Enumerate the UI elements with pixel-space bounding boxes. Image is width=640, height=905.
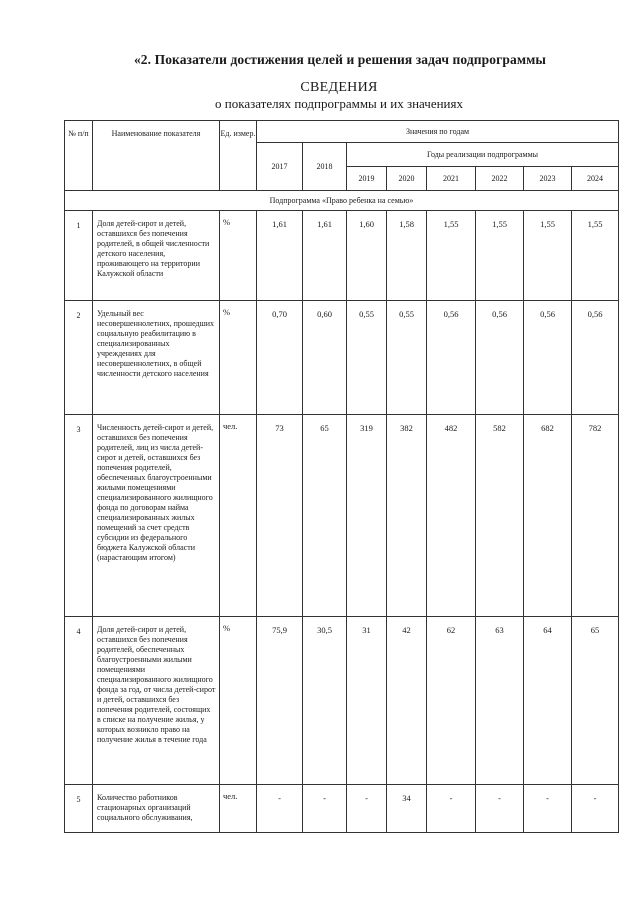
section-heading — [0, 52, 640, 68]
row-name: Численность детей-сирот и детей, оставшихся без попечения родителей, лиц из числа детей-сирот и детей, оставшихся без попечения родителей, обеспеченных благоустроенными жилыми помещениями специализированного жилищного фонда по договорам найма специализированных жилых помещений за счет средств субсидии из федерального бюджета Калужской области (нарастающим итогом) — [93, 415, 220, 617]
table-row — [65, 211, 619, 301]
row-value: - — [427, 785, 476, 833]
row-value: 0,56 — [427, 301, 476, 415]
row-unit: чел. — [220, 785, 257, 833]
row-value: 1,58 — [387, 211, 427, 301]
row-value: - — [303, 785, 347, 833]
row-value: - — [572, 785, 619, 833]
row-value: 1,55 — [427, 211, 476, 301]
row-value: 65 — [572, 617, 619, 785]
row-num: 5 — [65, 785, 93, 833]
row-name: Удельный вес несовершеннолетних, прошедших социальную реабилитацию в специализированных учреждениях для несовершеннолетних, в общей численности детского населения — [93, 301, 220, 415]
row-value: 582 — [476, 415, 524, 617]
row-value: 1,60 — [347, 211, 387, 301]
row-name: Количество работников стационарных организаций социального обслуживания, — [93, 785, 220, 833]
row-value: 0,70 — [257, 301, 303, 415]
table-row — [65, 785, 619, 833]
row-name: Доля детей-сирот и детей, оставшихся без попечения родителей, обеспеченных благоустроенными жилыми помещениями специализированного жилищного фонда за год, от числа детей-сирот и детей, оставшихся без попечения родителей, состоящих в списке на получение жилья, у которых возникло право на получение жилья в течение года — [93, 617, 220, 785]
row-value: 0,56 — [572, 301, 619, 415]
indicators-table — [64, 120, 619, 833]
row-value: - — [524, 785, 572, 833]
row-value: 1,55 — [476, 211, 524, 301]
header-year-2024: 2024 — [572, 167, 619, 191]
row-value: - — [476, 785, 524, 833]
section-heading-text: «2. Показатели достижения целей и решения задач подпрограммы — [133, 52, 547, 67]
header-name: Наименование показателя — [93, 121, 220, 191]
row-unit: чел. — [220, 415, 257, 617]
header-year-2018: 2018 — [303, 143, 347, 191]
row-value: 1,61 — [257, 211, 303, 301]
row-value: 75,9 — [257, 617, 303, 785]
subprogram-title: Подпрограмма «Право ребенка на семью» — [65, 191, 619, 211]
document-title: СВЕДЕНИЯ — [300, 80, 378, 95]
row-value: 682 — [524, 415, 572, 617]
row-value: 1,55 — [572, 211, 619, 301]
row-value: 31 — [347, 617, 387, 785]
table-row — [65, 301, 619, 415]
row-num: 3 — [65, 415, 93, 617]
row-value: 65 — [303, 415, 347, 617]
header-num: № п/п — [65, 121, 93, 191]
header-realization: Годы реализации подпрограммы — [347, 143, 619, 167]
header-row-1 — [65, 121, 619, 143]
row-value: 319 — [347, 415, 387, 617]
row-value: 63 — [476, 617, 524, 785]
row-value: 782 — [572, 415, 619, 617]
header-year-2020: 2020 — [387, 167, 427, 191]
row-unit: % — [220, 301, 257, 415]
row-value: 64 — [524, 617, 572, 785]
table-row — [65, 617, 619, 785]
header-year-2021: 2021 — [427, 167, 476, 191]
row-value: 382 — [387, 415, 427, 617]
table-body — [65, 121, 619, 833]
row-value: 1,55 — [524, 211, 572, 301]
row-value: 0,55 — [347, 301, 387, 415]
row-value: 30,5 — [303, 617, 347, 785]
row-unit: % — [220, 211, 257, 301]
row-value: - — [347, 785, 387, 833]
table-row — [65, 415, 619, 617]
header-year-2022: 2022 — [476, 167, 524, 191]
row-value: 0,56 — [524, 301, 572, 415]
row-value: 0,60 — [303, 301, 347, 415]
row-num: 2 — [65, 301, 93, 415]
row-value: 1,61 — [303, 211, 347, 301]
header-unit: Ед. измер. — [220, 121, 257, 191]
row-value: 0,56 — [476, 301, 524, 415]
header-year-2019: 2019 — [347, 167, 387, 191]
row-name: Доля детей-сирот и детей, оставшихся без попечения родителей, в общей численности детского населения, проживающего на территории Калужской области — [93, 211, 220, 301]
row-num: 1 — [65, 211, 93, 301]
document-subtitle: о показателях подпрограммы и их значениях — [215, 96, 463, 111]
header-year-2017: 2017 — [257, 143, 303, 191]
subprogram-row — [65, 191, 619, 211]
row-value: - — [257, 785, 303, 833]
row-unit: % — [220, 617, 257, 785]
row-value: 73 — [257, 415, 303, 617]
row-value: 0,55 — [387, 301, 427, 415]
header-values: Значения по годам — [257, 121, 619, 143]
row-value: 62 — [427, 617, 476, 785]
row-value: 42 — [387, 617, 427, 785]
row-value: 482 — [427, 415, 476, 617]
row-value: 34 — [387, 785, 427, 833]
header-year-2023: 2023 — [524, 167, 572, 191]
row-num: 4 — [65, 617, 93, 785]
